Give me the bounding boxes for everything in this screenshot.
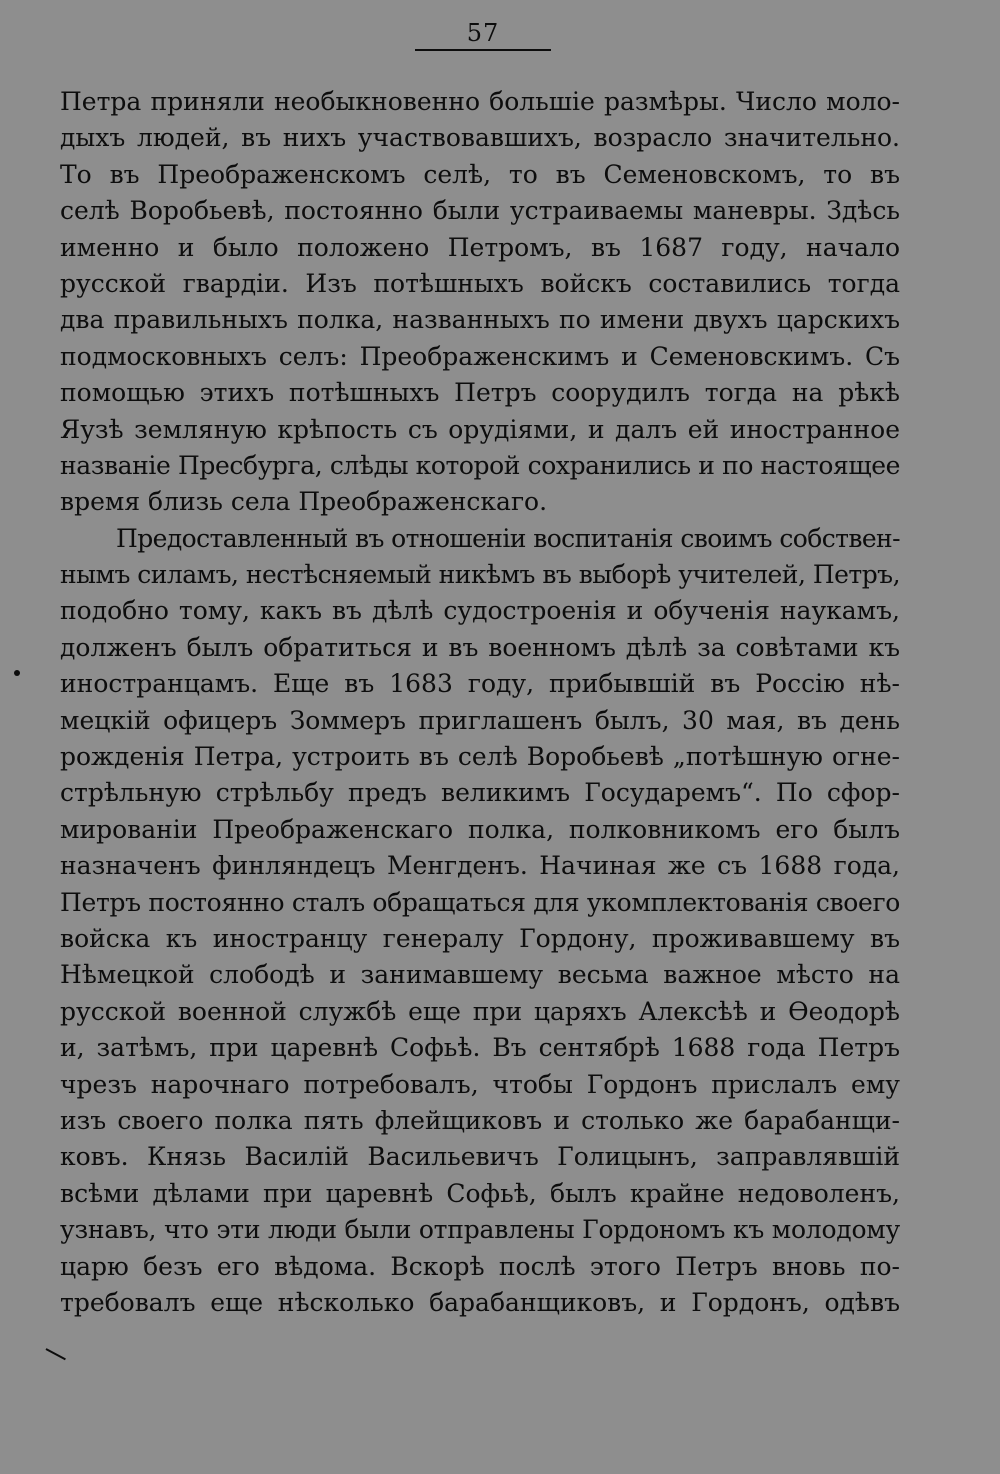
text-line: ковъ. Князь Василій Васильевичъ Голицынъ, заправлявшій [60, 1142, 900, 1172]
text-line: То въ Преображенскомъ селѣ, то въ Семеновскомъ, то въ [60, 159, 900, 189]
text-line: русской военной службѣ еще при царяхъ Алексѣѣ и Ѳеодорѣ [60, 996, 900, 1026]
text-line: мированіи Преображенскаго полка, полковникомъ его былъ [60, 814, 900, 844]
text-line: названіе Пресбурга, слѣды которой сохранились и по настоящее [60, 450, 900, 480]
text-line: мецкій офицеръ Зоммеръ приглашенъ былъ, 30 мая, въ день [60, 705, 900, 735]
text-line: рожденія Петра, устроить въ селѣ Воробьевѣ „потѣшную огне- [60, 742, 900, 772]
body-text [60, 84, 900, 1321]
page-number-rule [415, 49, 551, 51]
text-line: и, затѣмъ, при царевнѣ Софьѣ. Въ сентябрѣ 1688 года Петръ [60, 1033, 900, 1063]
text-line: войска къ иностранцу генералу Гордону, проживавшему въ [60, 923, 900, 953]
text-line: селѣ Воробьевѣ, постоянно были устраиваемы маневры. Здѣсь [60, 196, 900, 226]
text-line: Предоставленный въ отношеніи воспитанія своимъ собствен- [116, 523, 900, 553]
text-line: стрѣльную стрѣльбу предъ великимъ Государемъ“. По сфор- [60, 778, 900, 808]
margin-mark-tick [46, 1348, 66, 1360]
text-line: помощью этихъ потѣшныхъ Петръ соорудилъ тогда на рѣкѣ [60, 378, 900, 408]
text-line: именно и было положено Петромъ, въ 1687 году, начало [60, 232, 900, 262]
text-line: требовалъ еще нѣсколько барабанщиковъ, и Гордонъ, одѣвъ [60, 1287, 900, 1317]
text-line: нымъ силамъ, нестѣсняемый никѣмъ въ выборѣ учителей, Петръ, [60, 560, 900, 590]
text-line: узнавъ, что эти люди были отправлены Гордономъ къ молодому [60, 1215, 900, 1245]
text-line: иностранцамъ. Еще въ 1683 году, прибывшій въ Россію нѣ- [60, 669, 900, 699]
text-line: время близь села Преображенскаго. [60, 487, 548, 517]
text-line: подобно тому, какъ въ дѣлѣ судостроенія и обученія наукамъ, [60, 596, 900, 626]
text-line: Нѣмецкой слободѣ и занимавшему весьма важное мѣсто на [60, 960, 900, 990]
margin-mark-dot [14, 670, 20, 676]
text-line: царю безъ его вѣдома. Вскорѣ послѣ этого Петръ вновь по- [60, 1251, 900, 1281]
text-line: два правильныхъ полка, названныхъ по имени двухъ царскихъ [60, 305, 900, 335]
page-number: 57 [466, 19, 500, 47]
text-line: назначенъ финляндецъ Менгденъ. Начиная же съ 1688 года, [60, 851, 900, 881]
text-line: дыхъ людей, въ нихъ участвовавшихъ, возрасло значительно. [60, 123, 900, 153]
text-line: Петра приняли необыкновенно большіе размѣры. Число моло- [60, 87, 900, 116]
text-line: долженъ былъ обратиться и въ военномъ дѣлѣ за совѣтами къ [60, 632, 900, 662]
text-line: русской гвардіи. Изъ потѣшныхъ войскъ составились тогда [60, 268, 900, 298]
text-line: Яузѣ земляную крѣпость съ орудіями, и далъ ей иностранное [60, 414, 900, 444]
text-line: изъ своего полка пять флейщиковъ и столько же барабанщи- [60, 1105, 900, 1135]
text-line: чрезъ нарочнаго потребовалъ, чтобы Гордонъ прислалъ ему [60, 1069, 900, 1099]
text-line: подмосковныхъ селъ: Преображенскимъ и Семеновскимъ. Съ [60, 341, 900, 371]
text-line: Петръ постоянно сталъ обращаться для укомплектованія своего [60, 887, 900, 917]
text-line: всѣми дѣлами при царевнѣ Софьѣ, былъ крайне недоволенъ, [60, 1178, 900, 1208]
